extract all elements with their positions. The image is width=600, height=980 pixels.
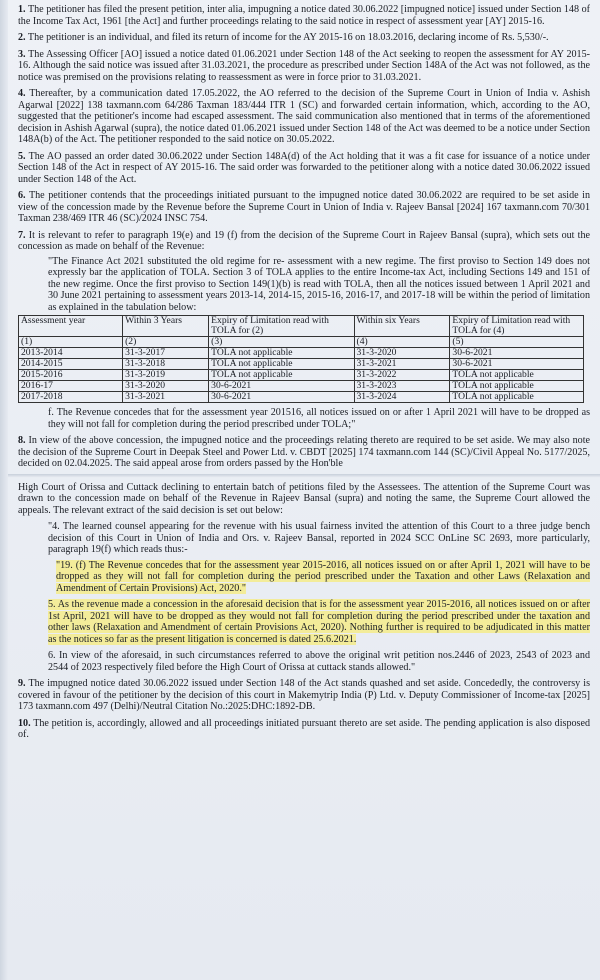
table-cell: 31-3-2021 <box>354 359 450 370</box>
table-cell: 31-3-2024 <box>354 392 450 403</box>
table-cell: 30-6-2021 <box>450 348 584 359</box>
limitation-table <box>18 315 584 403</box>
paragraph-3: 3. The Assessing Officer [AO] issued a notice dated 01.06.2021 under Section 148 of the Act seeking to reopen the assessment for AY 2015-16. Although the said notice was issued after 31.03.2021, the procedure as prescribed under Section 148A of the Act was not followed, as the notice was premised on the provisions relating to reassessment as were in force prior to 31.03.2021. <box>18 48 590 83</box>
table-cell: TOLA not applicable <box>450 392 584 403</box>
table-cell: (3) <box>209 337 354 348</box>
table-cell: TOLA not applicable <box>450 370 584 381</box>
paragraph-6: 6. The petitioner contends that the proceedings initiated pursuant to the impugned notice dated 30.06.2022 are required to be set aside in view of the concession made by the Revenue before the Supreme Court in Union of India v. Rajeev Bansal [2024] 167 taxmann.com 70/301 Taxman 238/469 ITR 46 (SC)/2024 INSC 754. <box>18 190 590 224</box>
table-cell: 31-3-2022 <box>354 370 450 381</box>
table-cell: 2015-2016 <box>19 370 123 381</box>
table-cell: 30-6-2021 <box>209 392 354 403</box>
paragraph-1: 1. The petitioner has filed the present petition, inter alia, impugning a notice dated 30.06.2022 [impugned notice] issued under Section 148 of the Income Tax Act, 1961 [the Act] and further proceedings relating to the said notice in respect of assessment year [AY] 2015-16. <box>18 4 591 27</box>
table-header: Within 3 Years <box>123 316 209 337</box>
table-cell: 2017-2018 <box>19 392 123 403</box>
page-break-divider <box>0 474 600 478</box>
table-header: Within six Years <box>354 316 450 337</box>
table-cell: 30-6-2021 <box>450 359 584 370</box>
table-cell: TOLA not applicable <box>209 370 354 381</box>
table-cell: 31-3-2018 <box>123 359 209 370</box>
table-cell: 31-3-2020 <box>123 381 209 392</box>
table-cell: (1) <box>19 337 123 348</box>
quote-para-19f <box>56 560 590 595</box>
table-cell: TOLA not applicable <box>450 381 584 392</box>
table-header: Assessment year <box>19 316 123 337</box>
table-cell: 31-3-2020 <box>354 348 450 359</box>
quote-revenue-concession: f. The Revenue concedes that for the assessment year 201516, all notices issued on or after 1 April 2021 will have to be dropped as they will not fall for completion during the period prescribed under TOLA;" <box>48 407 590 430</box>
highlighted-text: 5. As the revenue made a concession in the aforesaid decision that is for the assessment year 2015-2016, all notices issued on or after 1st April, 2021 will have to be dropped as they would not fall for completion during the period prescribed under the taxation and other laws (Relaxation and Amendment of certain Provisions Act, 2020). Nothing further is required to be adjudicated in this matter as the notices so far as the present litigation is concerned is dated 25.6.2021. <box>48 599 590 645</box>
paragraph-7: 7. It is relevant to refer to paragraph 19(e) and 19 (f) from the decision of the Supreme Court in Rajeev Bansal (supra), which sets out the concession as made on behalf of the Revenue: <box>18 229 590 252</box>
table-index-row <box>19 337 584 348</box>
table-cell: 2016-17 <box>19 381 123 392</box>
table-cell: (4) <box>354 337 450 348</box>
table-row <box>19 381 584 392</box>
quote-para-5 <box>48 599 590 645</box>
table-cell: 31-3-2019 <box>123 370 209 381</box>
table-row <box>19 370 584 381</box>
table-header-row <box>19 316 584 337</box>
table-cell: (2) <box>123 337 209 348</box>
highlighted-text: "19. (f) The Revenue concedes that for the assessment year 2015-2016, all notices issued on or after April 1, 2021 will have to be dropped as they will not fall for completion during the period prescribed under the Taxation and other Laws (Relaxation and Amendment of Certain Provisions) Act, 2020." <box>56 559 590 594</box>
quote-para-6: 6. In view of the aforesaid, in such circumstances referred to above the original writ petition nos.2446 of 2023, 2543 of 2023 and 2544 of 2023 respectively filed before the High Court of Orissa at cuttack stands allowed." <box>48 650 590 673</box>
table-cell: TOLA not applicable <box>209 359 354 370</box>
paragraph-9: 9. The impugned notice dated 30.06.2022 issued under Section 148 of the Act stands quashed and set aside. Concededly, the controversy is covered in favour of the petitioner by the decision of this court in Makemytrip India (P) Ltd. v. Deputy Commissioner of Income-tax [2025] 173 taxmann.com 497 (Delhi)/Neutral Citation No.:2025:DHC:1892-DB. <box>18 678 591 712</box>
table-cell: 31-3-2021 <box>123 392 209 403</box>
table-cell: 2014-2015 <box>19 359 123 370</box>
paragraph-8: 8. In view of the above concession, the impugned notice and the proceedings relating thereto are required to be set aside. We may also note the decision of the Supreme Court in Deepak Steel and Power Ltd. v. CBDT [2025] 174 taxmann.com 144 (SC)/Civil Appeal No. 5177/2025, decided on 02.04.2025. The said appeal arose from orders passed by the Hon'ble <box>18 435 590 469</box>
paragraph-10: 10. The petition is, accordingly, allowed and all proceedings initiated pursuant thereto are set aside. The pending application is also disposed of. <box>18 717 591 740</box>
paragraph-8-continued: High Court of Orissa and Cuttack declining to entertain batch of petitions filed by the Assessees. The attention of the Supreme Court was drawn to the concession made on behalf of the Revenue in Rajeev Bansal (supra) and noting the same, the Supreme Court allowed the appeals. The relevant extract of the said decision is set out below: <box>18 481 590 516</box>
table-header: Expiry of Limitation read with TOLA for (2) <box>209 316 354 337</box>
paragraph-4: 4. Thereafter, by a communication dated 17.05.2022, the AO referred to the decision of the Supreme Court in Union of India v. Ashish Agarwal [2022] 138 taxmann.com 64/286 Taxman 183/444 ITR 1 (SC) and forwarded certain information, which, according to the AO, suggested that the petitioner's income had escaped assessment. The said communication also mentioned that in terms of the aforementioned decision in Ashish Agarwal (supra), the notice dated 01.06.2021 issued under Section 148 of the Act was deemed to be a notice under Section 148A(b) of the Act. The petitioner responded to the said notice on 30.05.2022. <box>18 88 591 145</box>
table-row <box>19 359 584 370</box>
quote-finance-act: "The Finance Act 2021 substituted the old regime for re- assessment with a new regime. The first proviso to Section 149 does not expressly bar the application of TOLA. Section 3 of TOLA applies to the entire Income-tax Act, including Sections 149 and 151 of the new regime. Once the first proviso to Section 149(1)(b) is read with TOLA, then all the notices issued between 1 April 2021 and 30 June 2021 pertaining to assessment years 2013-14, 2014-15, 2015-16, 2016-17, and 2017-18 will be within the period of limitation as explained in the tabulation below: <box>48 255 590 313</box>
table-cell: 31-3-2017 <box>123 348 209 359</box>
quote-deepak-steel: "4. The learned counsel appearing for the revenue with his usual fairness invited the attention of this Court to a three judge bench decision of this Court in Union of India and Ors. v. Rajeev Bansal, reported in 2024 SCC OnLine SC 2693, more particularly, paragraph 19(f) which reads thus:- <box>48 521 590 555</box>
table-row <box>19 348 584 359</box>
table-cell: TOLA not applicable <box>209 348 354 359</box>
paragraph-2: 2. The petitioner is an individual, and filed its return of income for the AY 2015-16 on 18.03.2016, declaring income of Rs. 5,530/-. <box>18 32 549 43</box>
table-cell: (5) <box>450 337 584 348</box>
table-cell: 30-6-2021 <box>209 381 354 392</box>
table-cell: 31-3-2023 <box>354 381 450 392</box>
table-header: Expiry of Limitation read with TOLA for (4) <box>450 316 584 337</box>
table-row <box>19 392 584 403</box>
paragraph-5: 5. The AO passed an order dated 30.06.2022 under Section 148A(d) of the Act holding that it was a fit case for issuance of a notice under Section 148 of the Act in respect of AY 2015-16. The said order was forwarded to the petitioner along with a notice dated 30.06.2022 issued under Section 148 of the Act. <box>18 150 590 185</box>
table-cell: 2013-2014 <box>19 348 123 359</box>
scan-edge <box>0 0 8 980</box>
